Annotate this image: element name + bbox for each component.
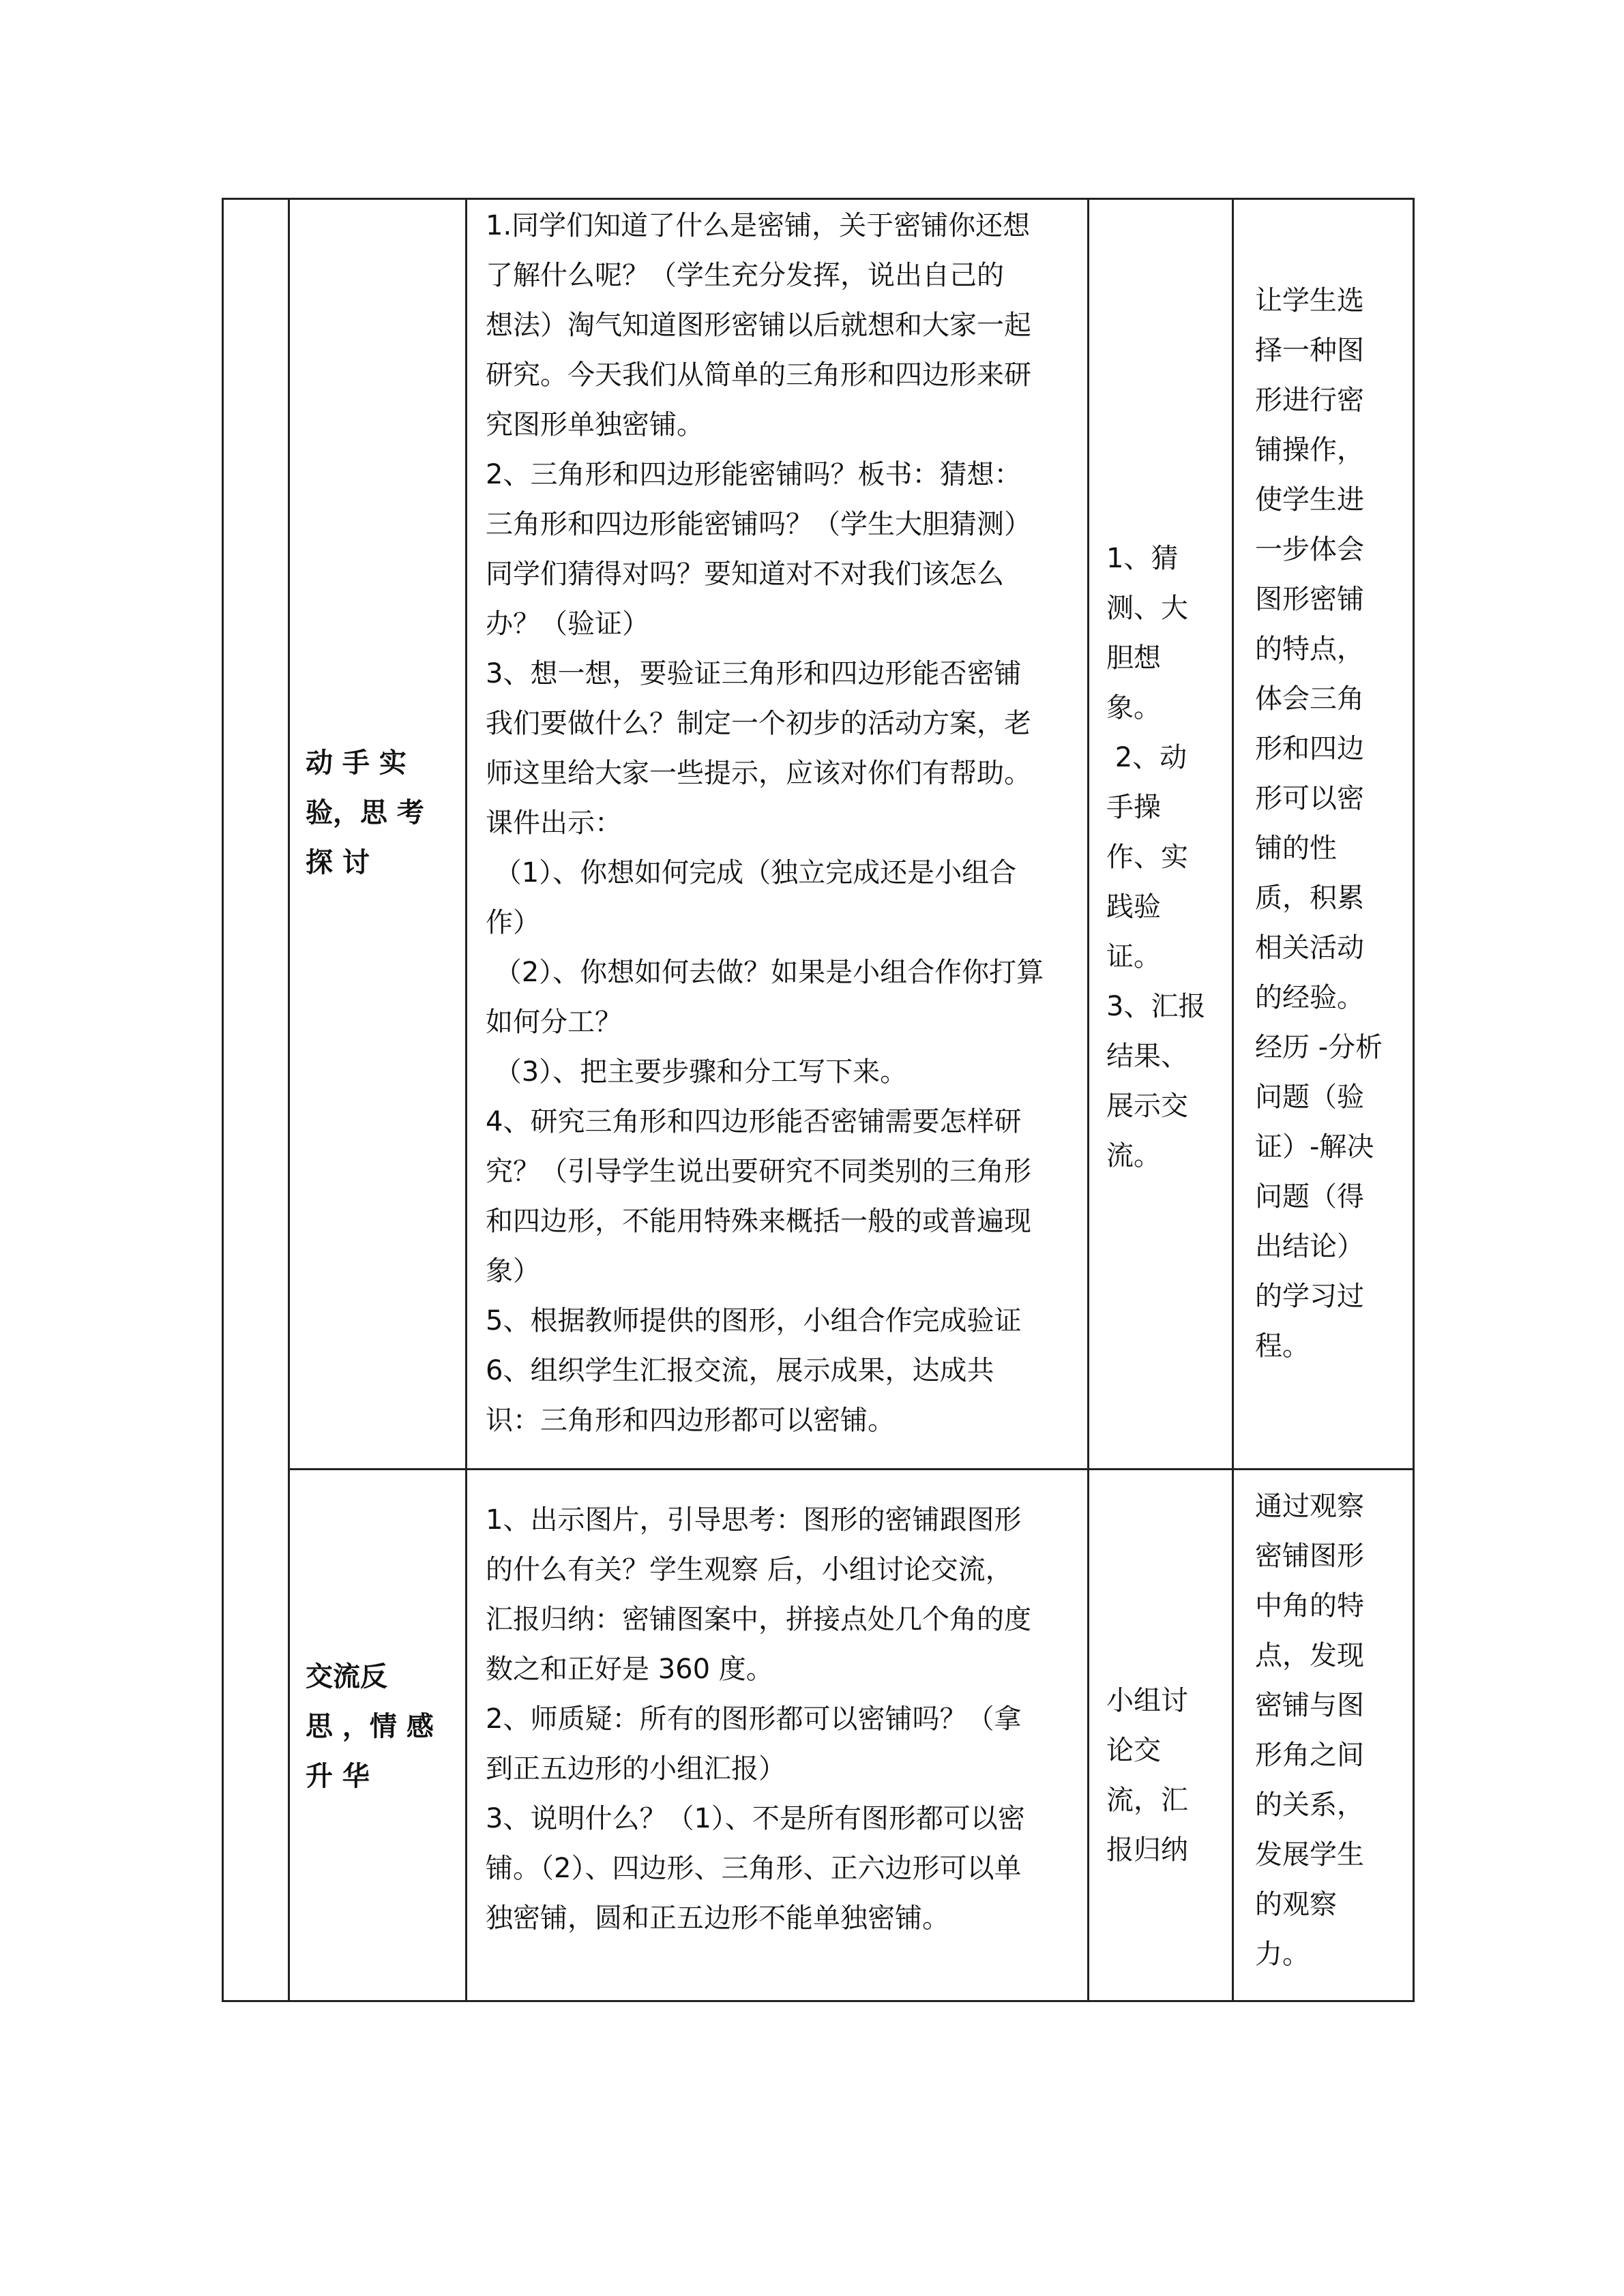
activity-line: 证。	[1106, 941, 1161, 972]
activity-line: 作、实	[1106, 841, 1188, 873]
process-line: 识：三角形和四边形都可以密铺。	[486, 1405, 895, 1436]
intent-line: 中角的特	[1255, 1590, 1364, 1622]
stage-line: 探 讨	[306, 847, 370, 878]
intent-line: 择一种图	[1255, 335, 1364, 366]
activity-line: 流。	[1106, 1140, 1161, 1172]
process-line: 作）	[486, 907, 540, 938]
process-line: 和四边形，不能用特殊来概括一般的或普遍现	[486, 1206, 1031, 1237]
intent-line: 的经验。	[1255, 982, 1364, 1013]
process-line: 6、组织学生汇报交流，展示成果，达成共	[486, 1355, 994, 1386]
intent-line: 图形密铺	[1255, 584, 1364, 615]
intent-line: 问题（验	[1255, 1082, 1364, 1113]
activity-line: 测、大	[1106, 593, 1188, 624]
process-line: 究？（引导学生说出要研究不同类别的三角形	[486, 1156, 1031, 1187]
intent-line: 质，积累	[1255, 882, 1364, 914]
stage-line: 交流反	[306, 1661, 387, 1693]
intent-line: 形角之间	[1255, 1740, 1364, 1771]
column-divider	[1232, 200, 1234, 2000]
activity-line: 结果、	[1106, 1041, 1188, 1072]
process-line: 1、出示图片，引导思考：图形的密铺跟图形	[486, 1504, 1022, 1536]
intent-line: 一步体会	[1255, 534, 1364, 565]
intent-line: 铺的性	[1255, 833, 1337, 864]
column-divider	[1087, 200, 1089, 2000]
process-line: 想法）淘气知道图形密铺以后就想和大家一起	[486, 310, 1031, 341]
intent-line: 的观察	[1255, 1889, 1337, 1920]
intent-line: 问题（得	[1255, 1181, 1364, 1212]
activity-line: 胆想	[1106, 642, 1161, 674]
intent-cell-reflection	[1255, 1482, 1412, 1980]
intent-line: 形进行密	[1255, 385, 1364, 416]
intent-line: 形可以密	[1255, 783, 1364, 814]
stage-line: 思 ，情 感	[306, 1711, 434, 1742]
process-line: 5、根据教师提供的图形，小组合作完成验证	[486, 1305, 1022, 1337]
intent-line: 让学生选	[1255, 285, 1364, 316]
process-line: 如何分工？	[486, 1007, 622, 1038]
activity-line: 2、动	[1106, 742, 1187, 773]
activity-line: 小组讨	[1106, 1685, 1188, 1716]
process-line: 到正五边形的小组汇报）	[486, 1753, 786, 1785]
intent-line: 程。	[1255, 1330, 1310, 1362]
process-line: 铺。（2）、四边形、三角形、正六边形可以单	[486, 1853, 1022, 1884]
intent-line: 的关系，	[1255, 1789, 1364, 1821]
intent-line: 力。	[1255, 1939, 1310, 1970]
intent-line: 体会三角	[1255, 683, 1364, 715]
process-cell-reflection	[486, 1495, 1079, 1943]
process-line: （3）、把主要步骤和分工写下来。	[486, 1056, 908, 1088]
activity-line: 论交	[1106, 1735, 1161, 1766]
process-line: 研究。今天我们从简单的三角形和四边形来研	[486, 359, 1031, 391]
process-line: 3、说明什么？（1）、不是所有图形都可以密	[486, 1803, 1025, 1834]
process-line: 独密铺，圆和正五边形不能单独密铺。	[486, 1903, 949, 1934]
stage-cell-experiment	[306, 739, 449, 888]
activity-line: 手操	[1106, 792, 1161, 823]
intent-line: 密铺与图	[1255, 1690, 1364, 1721]
intent-line: 铺操作，	[1255, 434, 1364, 466]
activity-cell-experiment	[1106, 534, 1229, 1181]
intent-line: 证）-解决	[1255, 1131, 1374, 1163]
activity-line: 践验	[1106, 891, 1161, 923]
intent-line: 经历 -分析	[1255, 1032, 1383, 1063]
process-line: 象）	[486, 1255, 540, 1287]
stage-line: 升 华	[306, 1761, 370, 1792]
process-line: （2）、你想如何去做？如果是小组合作你打算	[486, 957, 1044, 988]
process-line: 三角形和四边形能密铺吗？（学生大胆猜测）	[486, 509, 1031, 540]
intent-line: 密铺图形	[1255, 1540, 1364, 1572]
process-line: 4、研究三角形和四边形能否密铺需要怎样研	[486, 1106, 1022, 1137]
intent-line: 相关活动	[1255, 932, 1364, 964]
process-line: 办？（验证）	[486, 608, 649, 640]
intent-cell-experiment	[1255, 276, 1412, 1371]
process-line: 汇报归纳：密铺图案中，拼接点处几个角的度	[486, 1604, 1031, 1635]
stage-line: 动 手 实	[306, 747, 407, 779]
column-divider	[288, 200, 290, 2000]
process-line: 课件出示：	[486, 807, 622, 839]
intent-line: 点，发现	[1255, 1640, 1364, 1671]
stage-line: 验，思 考	[306, 797, 424, 829]
process-cell-experiment	[486, 201, 1079, 1446]
process-line: 师这里给大家一些提示，应该对你们有帮助。	[486, 758, 1031, 789]
process-line: 数之和正好是 360 度。	[486, 1654, 773, 1685]
intent-line: 形和四边	[1255, 733, 1364, 764]
row-divider	[288, 1468, 1413, 1470]
intent-line: 的特点，	[1255, 633, 1364, 665]
intent-line: 使学生进	[1255, 484, 1364, 516]
process-line: 究图形单独密铺。	[486, 409, 704, 441]
process-line: 1.同学们知道了什么是密铺，关于密铺你还想	[486, 210, 1031, 241]
activity-cell-reflection	[1106, 1676, 1229, 1875]
activity-line: 流，汇	[1106, 1785, 1188, 1816]
activity-line: 3、汇报	[1106, 991, 1206, 1022]
activity-line: 展示交	[1106, 1090, 1188, 1122]
intent-line: 发展学生	[1255, 1839, 1364, 1870]
process-line: （1）、你想如何完成（独立完成还是小组合	[486, 857, 1017, 889]
activity-line: 报归纳	[1106, 1834, 1188, 1866]
intent-line: 出结论）	[1255, 1231, 1364, 1262]
lesson-plan-table	[222, 198, 1415, 2002]
activity-line: 1、猜	[1106, 543, 1179, 574]
column-divider	[465, 200, 467, 2000]
process-line: 2、三角形和四边形能密铺吗？板书：猜想：	[486, 459, 1022, 490]
intent-line: 的学习过	[1255, 1281, 1364, 1312]
process-line: 同学们猜得对吗？要知道对不对我们该怎么	[486, 558, 1004, 590]
activity-line: 象。	[1106, 692, 1161, 724]
intent-line: 通过观察	[1255, 1491, 1364, 1522]
process-line: 的什么有关？学生观察 后，小组讨论交流，	[486, 1554, 1013, 1585]
process-line: 我们要做什么？制定一个初步的活动方案，老	[486, 708, 1031, 739]
process-line: 3、想一想，要验证三角形和四边形能否密铺	[486, 658, 1022, 689]
stage-cell-reflection	[306, 1652, 449, 1802]
process-line: 2、师质疑：所有的图形都可以密铺吗？（拿	[486, 1703, 1022, 1735]
process-line: 了解什么呢？（学生充分发挥，说出自己的	[486, 260, 1004, 291]
